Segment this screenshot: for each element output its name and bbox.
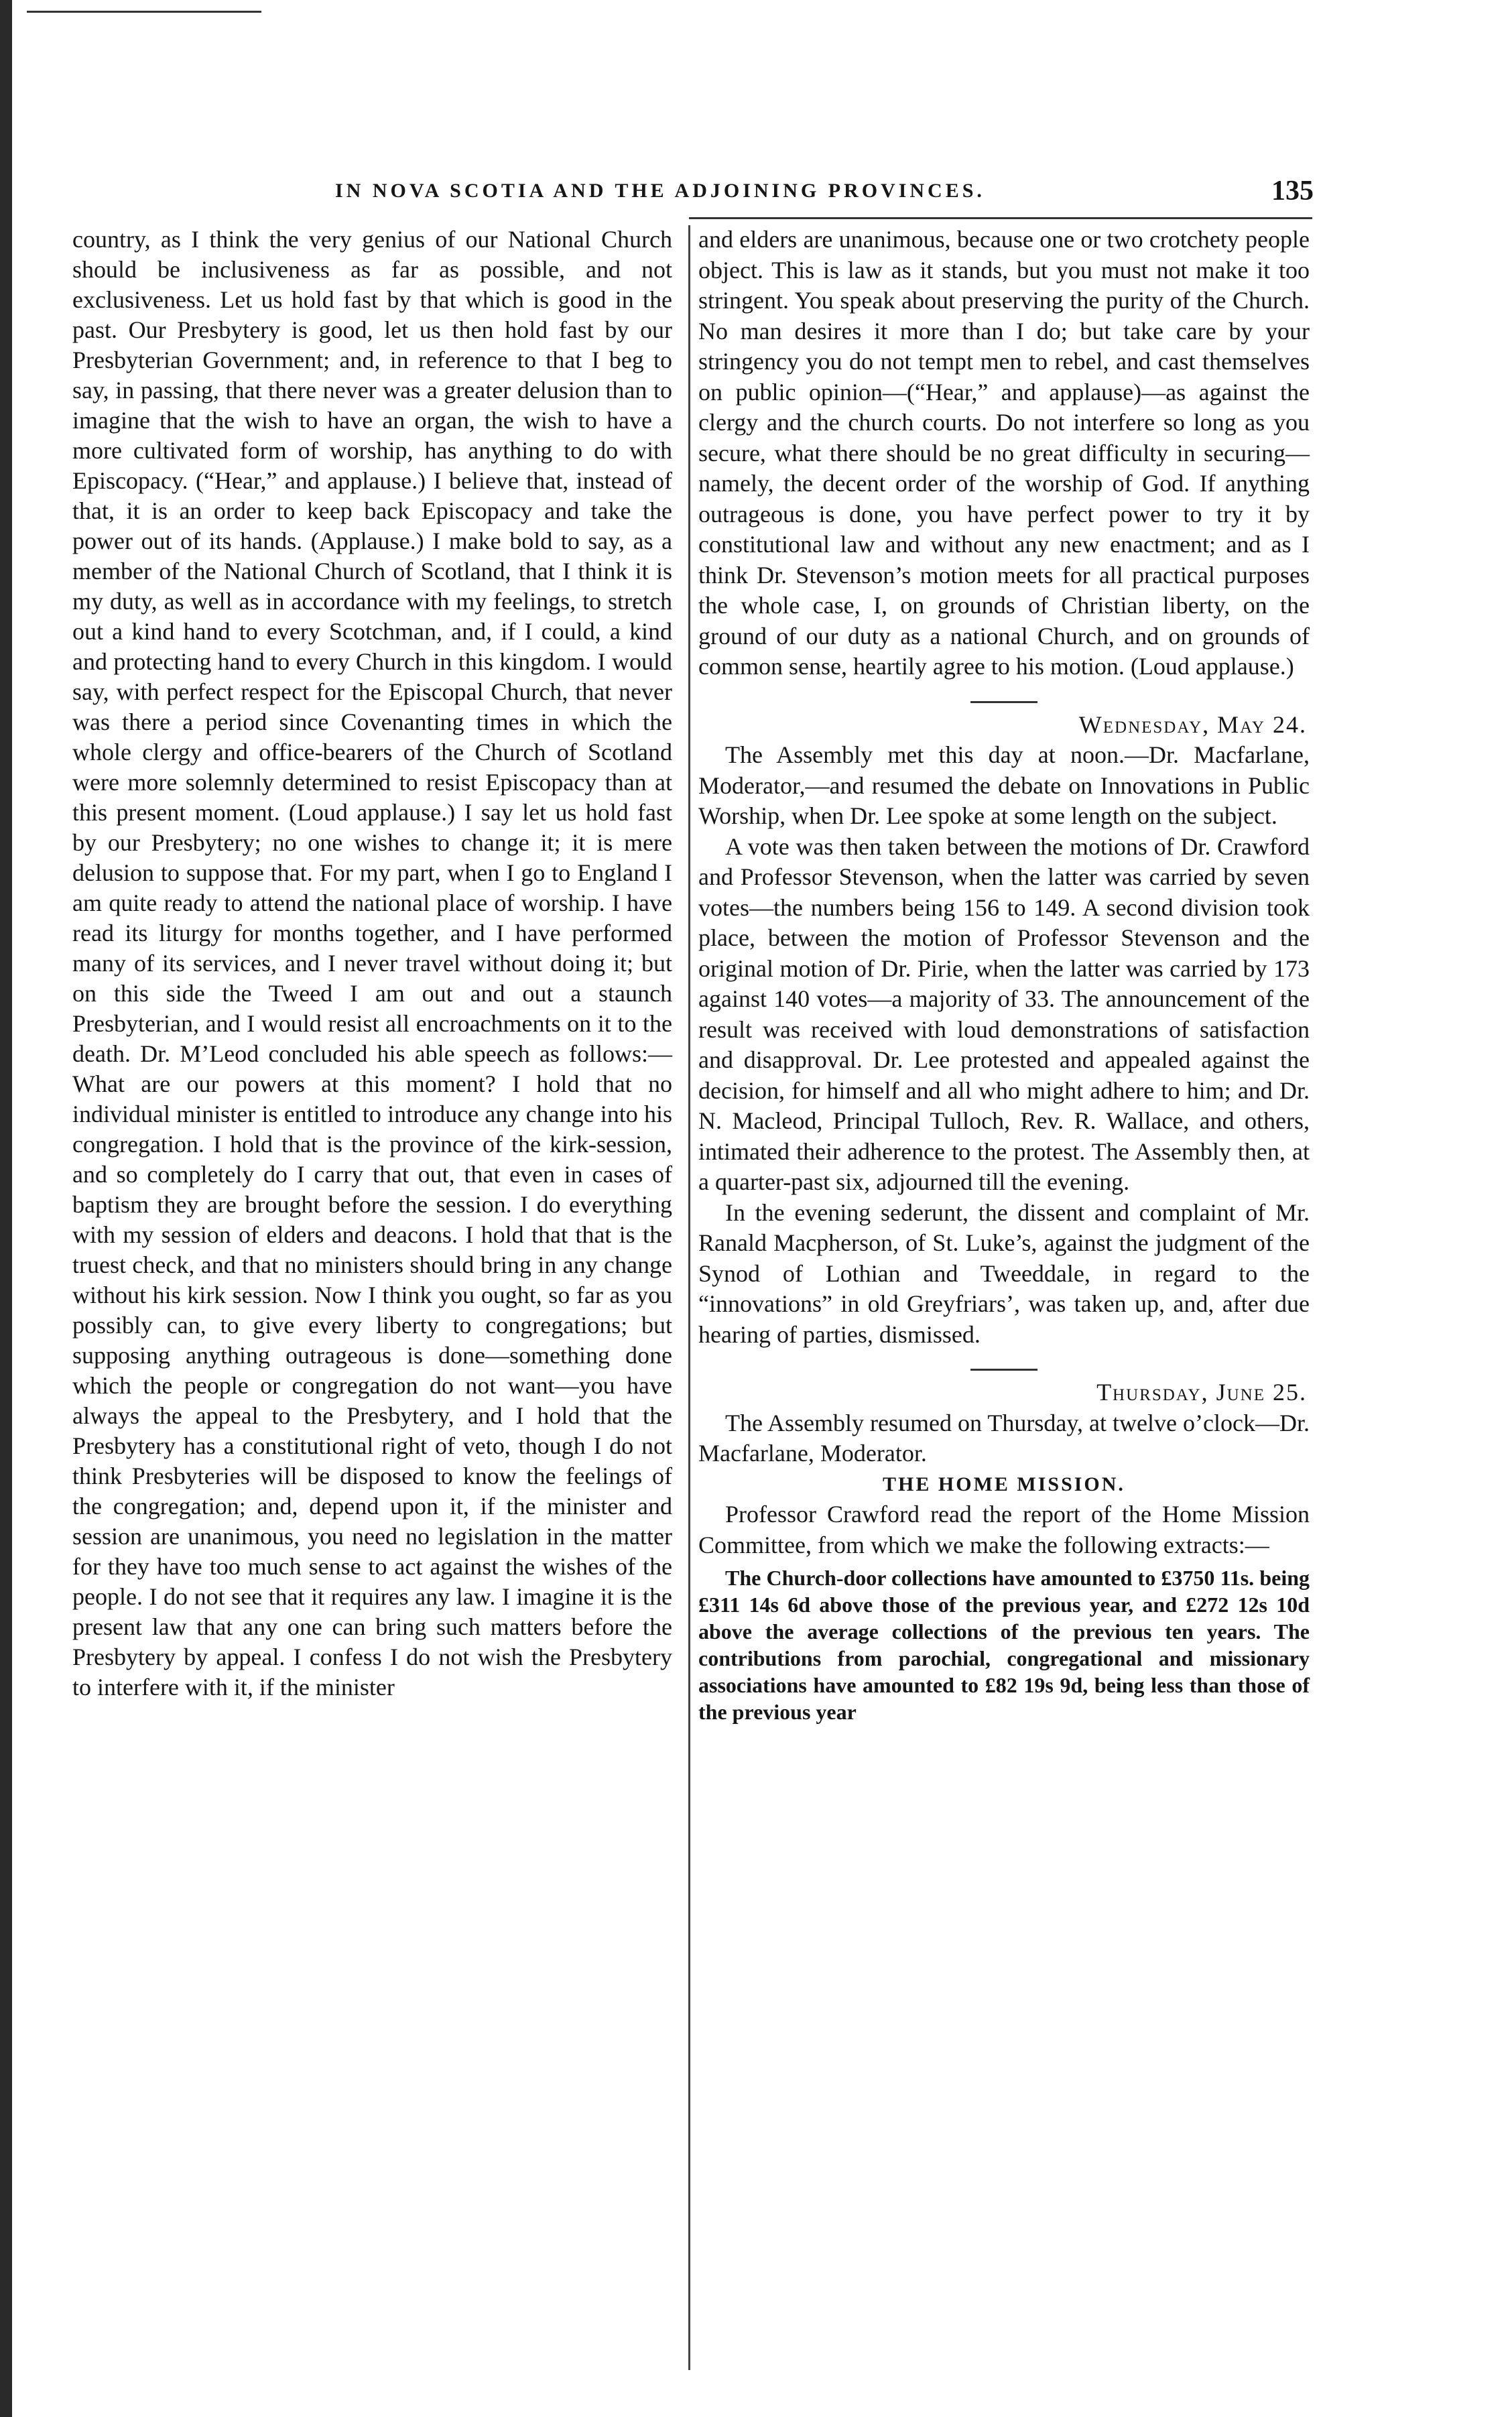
thursday-heading: Thursday, June 25. <box>1096 1379 1307 1406</box>
right-column <box>698 225 1310 1725</box>
left-column <box>72 225 672 1702</box>
left-column-text: country, as I think the very genius of our National Church should be inclusiveness as far as possible, and not exclusiveness. Let us hold fast by that which is good in the past. Our Presbytery is good, let us then hold fast by our Presbyterian Government; and, in reference to that I beg to say, in passing, that there never was a greater delusion than to imagine that the wish to have an organ, the wish to have a more cultivated form of worship, has anything to do with Episcopacy. (“Hear,” and applause.) I believe that, instead of that, it is an order to keep back Episcopacy and take the power out of its hands. (Applause.) I make bold to say, as a member of the National Church of Scotland, that I think it is my duty, as well as in accordance with my feelings, to stretch out a kind hand to every Scotchman, and, if I could, a kind and protecting hand to every Church in this kingdom. I would say, with perfect respect for the Episcopal Church, that never was there a period since Covenanting times in which the whole clergy and office-bearers of the Church of Scotland were more solemnly determined to resist Episcopacy than at this present moment. (Loud applause.) I say let us hold fast by our Presbytery; no one wishes to change it; it is mere delusion to suppose that. For my part, when I go to England I am quite ready to attend the national place of worship. I have read its liturgy for months together, and I have performed many of its services, and I never travel without doing it; but on this side the Tweed I am out and out a staunch Presbyterian, and I would resist all encroachments on it to the death. Dr. M’Leod concluded his able speech as follows:—What are our powers at this moment? I hold that no individual minister is entitled to introduce any change into his congregation. I hold that is the province of the kirk-session, and so completely do I carry that out, that even in cases of baptism they are brought before the session. I do everything with my session of elders and deacons. I hold that that is the truest check, and that no ministers should bring in any change without his kirk session. Now I think you ought, so far as you possibly can, to give every liberty to congregations; but supposing anything outrageous is done—something done which the people or congregation do not want—you have always the appeal to the Presbytery, and I hold that the Presbytery has a constitutional right of veto, though I do not think Presbyteries will be disposed to know the feelings of the congregation; and, depend upon it, if the minister and session are unanimous, you need no legislation in the matter for they have too much sense to act against the wishes of the people. I do not see that it requires any law. I imagine it is the present law that any one can bring such matters before the Presbytery by appeal. I confess I do not wish the Presbytery to interfere with it, if the minister <box>72 226 672 1700</box>
evening-sederunt-paragraph: In the evening sederunt, the dissent and complaint of Mr. Ranald Macpherson, of St. Luke’s, against the judgment of the Synod of Lothian and Tweeddale, in regard to the “innovations” in old Greyfriars’, was taken up, and, after due hearing of parties, dismissed. <box>698 1198 1310 1348</box>
page-number: 135 <box>1271 176 1314 206</box>
column-divider <box>688 225 690 2370</box>
assembly-resumed-paragraph: The Assembly resumed on Thursday, at twelve o’clock—Dr. Macfarlane, Moderator. <box>698 1409 1310 1467</box>
wednesday-heading: Wednesday, May 24. <box>1078 710 1307 738</box>
vote-paragraph: A vote was then taken between the motions of Dr. Crawford and Professor Stevenson, when the latter was carried by seven votes—the numbers being 156 to 149. A second division took place, between the motion of Professor Stevenson and the original motion of Dr. Pirie, when the latter was carried by 173 against 140 votes—a majority of 33. The announcement of the result was received with loud demonstrations of satisfaction and disapproval. Dr. Lee protested and appealed against the decision, for himself and all who might adhere to him; and Dr. N. Macleod, Principal Tulloch, Rev. R. Wallace, and others, intimated their adherence to the protest. The Assembly then, at a quarter-past six, adjourned till the evening. <box>698 832 1310 1195</box>
speech-conclusion-paragraph: and elders are unanimous, because one or two crotchety people object. This is law as it stands, but you must not make it too stringent. You speak about preserving the purity of the Church. No man desires it more than I do; but take care by your stringency you do not tempt men to rebel, and cast themselves on public opinion—(“Hear,” and applause)—as against the clergy and the church courts. Do not interfere so long as you secure, what there should be no great difficulty in securing—namely, the decent order of the worship of God. If anything outrageous is done, you have perfect power to try it by constitutional law and without any new enactment; and as I think Dr. Stevenson’s motion meets for all practical purposes the whole case, I, on grounds of Christian liberty, on the ground of our duty as a national Church, and on grounds of common sense, heartily agree to his motion. (Loud applause.) <box>698 226 1310 680</box>
section-separator <box>970 1369 1037 1371</box>
report-extract: The Church-door collections have amounted to £3750 11s. being £311 14s 6d above those of the previous year, and £272 12s 10d above the average collections of the previous ten years. The contributions from parochial, congregational and missionary associations have amounted to £82 19s 9d, being less than those of the previous year <box>698 1566 1310 1724</box>
report-paragraph: Professor Crawford read the report of the Home Mission Committee, from which we make the following extracts:— <box>698 1501 1310 1558</box>
section-separator <box>970 701 1037 703</box>
scan-edge <box>0 0 12 2417</box>
header-rule <box>689 217 1312 219</box>
home-mission-heading: THE HOME MISSION. <box>883 1473 1125 1495</box>
top-ink-mark <box>27 0 261 13</box>
assembly-met-paragraph: The Assembly met this day at noon.—Dr. Macfarlane, Moderator,—and resumed the debate on Innovations in Public Worship, when Dr. Lee spoke at some length on the subject. <box>698 741 1310 829</box>
running-title: IN NOVA SCOTIA AND THE ADJOINING PROVINCES. <box>335 180 985 202</box>
page-header <box>335 168 1314 214</box>
